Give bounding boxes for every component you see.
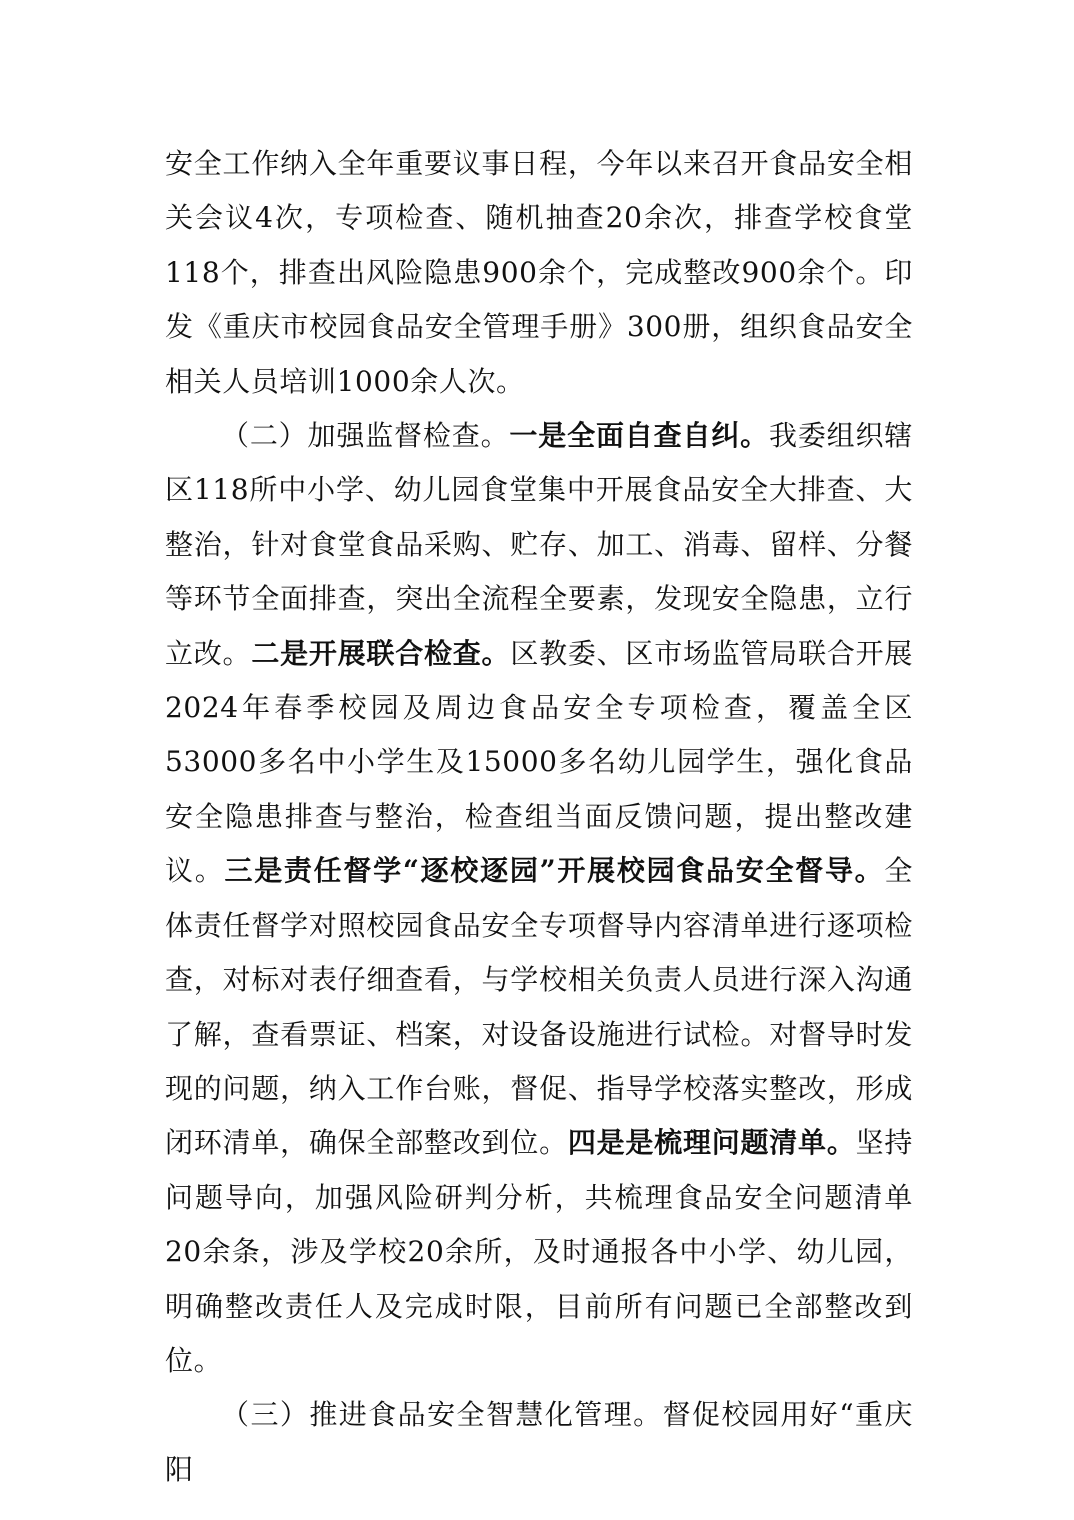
- section-heading-text: （二）加强监督检查。: [221, 419, 510, 453]
- bold-point-joint-inspection: 二是开展联合检查。: [251, 636, 511, 670]
- text-run: 区教委、区市场监管局联合开展2024年春季校园及周边食品安全专项检查，覆盖全区53000多名中小学生及15000多名幼儿园学生，强化食品安全隐患排查与整治，检查组当面反馈问题，提出整改建议。: [165, 636, 913, 888]
- paragraph-safety-work-summary: [165, 137, 913, 409]
- bold-point-self-inspection: 一是全面自查自纠。: [509, 419, 769, 453]
- section-heading-text: （三）推进食品安全智慧化管理。督促校园用好“重庆阳: [165, 1398, 913, 1486]
- text-run: 安全工作纳入全年重要议事日程，今年以来召开食品安全相关会议4次，专项检查、随机抽查20余次，排查学校食堂118个，排查出风险隐患900余个，完成整改900余个。印发《重庆市校园食品安全管理手册》300册，组织食品安全相关人员培训1000余人次。: [165, 147, 913, 398]
- bold-point-issue-list: 四是是梳理问题清单。: [567, 1126, 856, 1160]
- bold-point-supervisor-inspection: 三是责任督学“逐校逐园”开展校园食品安全督导。: [224, 854, 885, 888]
- paragraph-supervision-inspection: [165, 409, 913, 1388]
- text-run: 我委组织辖区118所中小学、幼儿园食堂集中开展食品安全大排查、大整治，针对食堂食品采购、贮存、加工、消毒、留样、分餐等环节全面排查，突出全流程全要素，发现安全隐患，立行立改。: [165, 419, 913, 670]
- text-run: 全体责任督学对照校园食品安全专项督导内容清单进行逐项检查，对标对表仔细查看，与学校相关负责人员进行深入沟通了解，查看票证、档案，对设备设施进行试检。对督导时发现的问题，纳入工作台账，督促、指导学校落实整改，形成闭环清单，确保全部整改到位。: [165, 854, 914, 1160]
- document-page: [165, 137, 913, 1497]
- text-run: 坚持问题导向，加强风险研判分析，共梳理食品安全问题清单20余条，涉及学校20余所，及时通报各中小学、幼儿园，明确整改责任人及完成时限，目前所有问题已全部整改到位。: [165, 1126, 914, 1377]
- paragraph-smart-management: [165, 1388, 913, 1497]
